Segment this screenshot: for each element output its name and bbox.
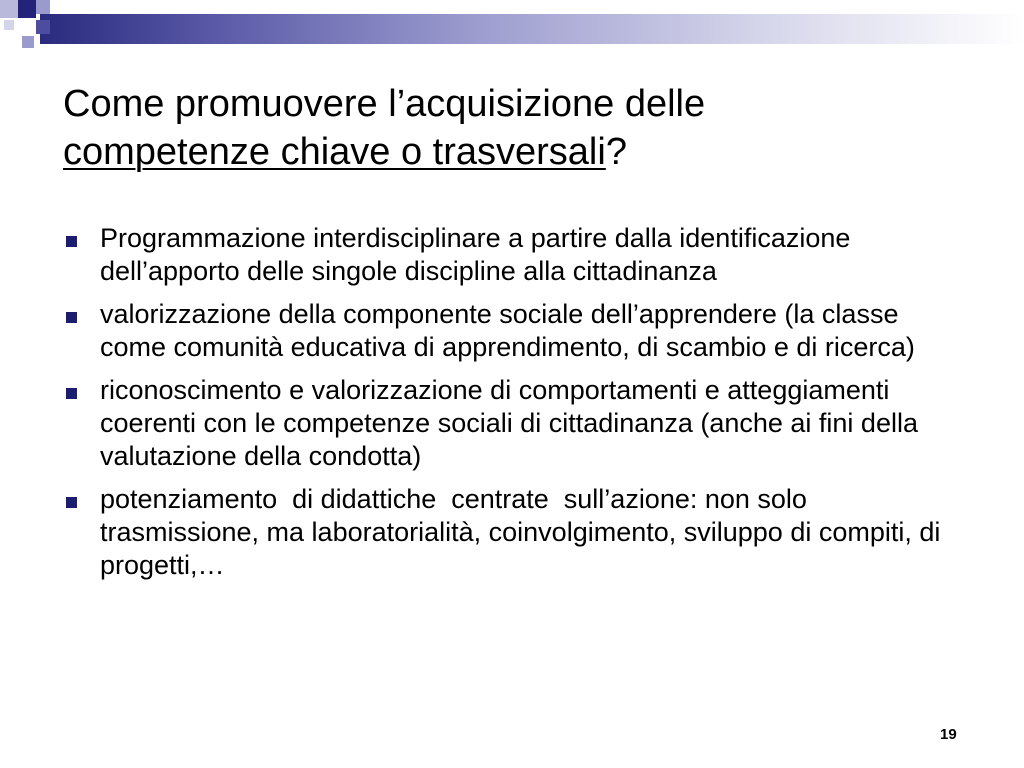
decor-square: [22, 36, 34, 48]
square-bullet-icon: [66, 388, 77, 399]
bullet-text: riconoscimento e valorizzazione di comportamenti e atteggiamenti coerenti con le competenze sociali di cittadinanza (anche ai fini della valutazione della condotta): [100, 375, 918, 471]
header-gradient-band: [40, 14, 1024, 44]
bullet-text: Programmazione interdisciplinare a partire dalla identificazione dell’apporto delle singole discipline alla cittadinanza: [100, 223, 851, 286]
bullet-item: [62, 483, 962, 582]
bullet-item: [62, 298, 962, 364]
decor-square: [0, 0, 18, 18]
decor-square: [36, 20, 50, 34]
bullet-list: [62, 222, 962, 592]
square-bullet-icon: [66, 312, 77, 323]
title-underlined-text: competenze chiave o trasversali: [63, 131, 606, 173]
decor-square: [18, 18, 36, 36]
title-line-1: Come promuovere l’acquisizione delle: [63, 83, 706, 125]
decor-square: [36, 0, 50, 14]
bullet-item: [62, 374, 962, 473]
square-bullet-icon: [66, 497, 77, 508]
square-bullet-icon: [66, 236, 77, 247]
decor-square: [18, 0, 36, 18]
decor-square: [4, 20, 14, 30]
title-suffix: ?: [605, 131, 627, 173]
slide-title: [63, 80, 963, 176]
bullet-text: potenziamento di didattiche centrate sull’azione: non solo trasmissione, ma laboratorialità, coinvolgimento, sviluppo di compiti, di progetti,…: [100, 484, 948, 580]
page-number: 19: [940, 726, 957, 743]
bullet-item: [62, 222, 962, 288]
bullet-text: valorizzazione della componente sociale dell’apprendere (la classe come comunità educativa di apprendimento, di scambio e di ricerca): [100, 299, 915, 362]
